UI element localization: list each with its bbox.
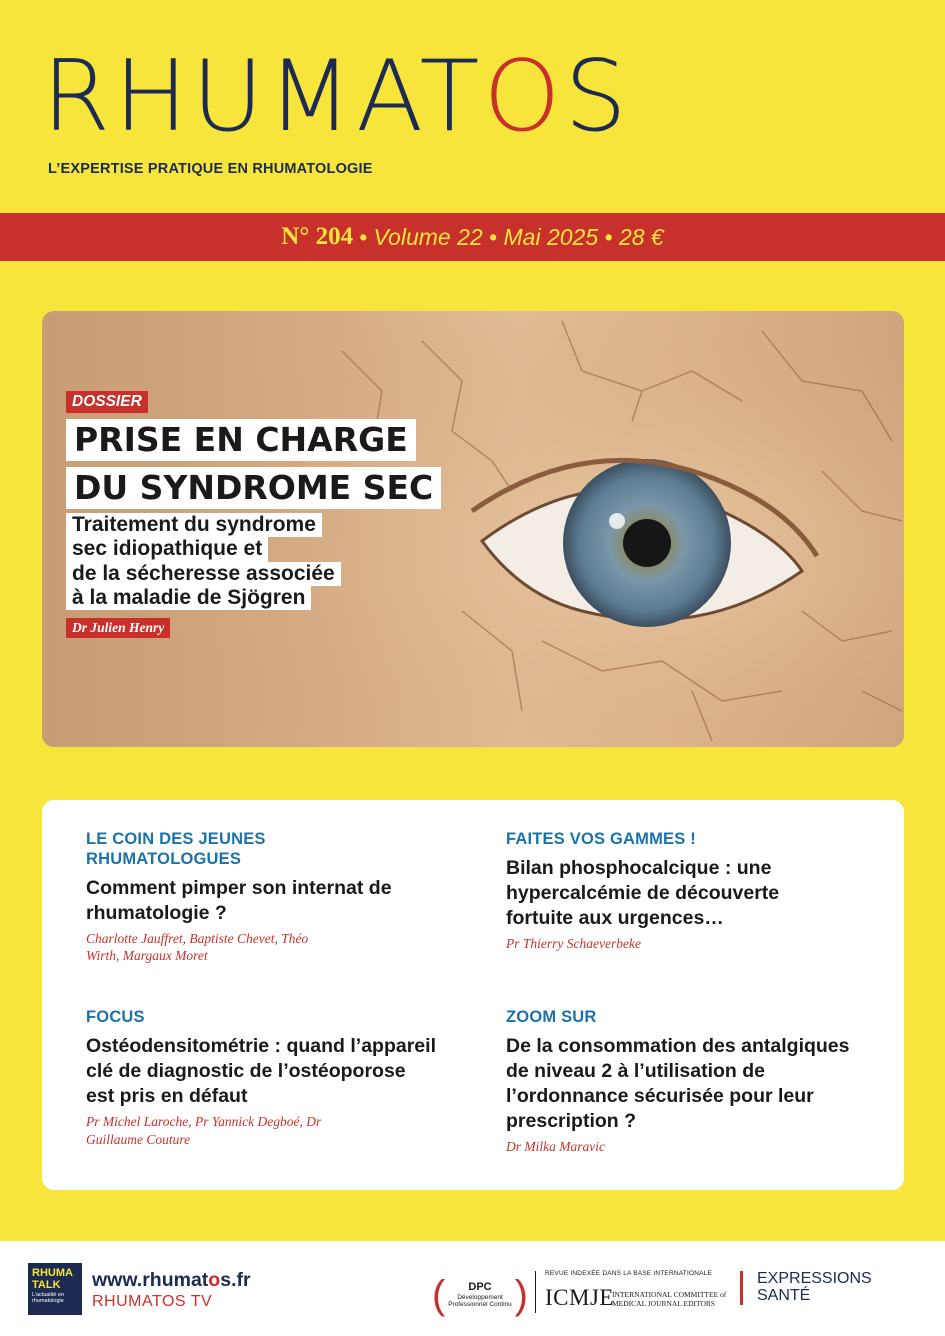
rhumatalk-logo[interactable]: RHUMA TALK L’actualité en rhumatologie xyxy=(28,1263,82,1315)
article-title: Ostéodensitométrie : quand l’appareil clé de diagnostic de l’ostéoporose est pris en défaut xyxy=(86,1034,436,1108)
dossier-subtitle-line: à la maladie de Sjögren xyxy=(66,586,311,610)
article-card xyxy=(86,1008,446,1148)
magazine-tagline: L’EXPERTISE PRATIQUE EN RHUMATOLOGIE xyxy=(48,161,373,177)
footer-divider xyxy=(535,1271,536,1313)
article-title: De la consommation des antalgiques de niveau 2 à l’utilisation de l’ordonnance sécurisée pour leur prescription ? xyxy=(506,1034,850,1133)
article-card xyxy=(506,1008,866,1156)
article-rubric: ZOOM SUR xyxy=(506,1008,597,1026)
dossier-subtitle xyxy=(66,513,341,610)
dossier-author: Dr Julien Henry xyxy=(66,618,170,638)
magazine-logo: RHUMATOS xyxy=(42,40,631,154)
article-authors: Dr Milka Maravic xyxy=(506,1139,605,1155)
issue-meta: • Volume 22 • Mai 2025 • 28 € xyxy=(359,223,664,250)
dossier-subtitle-line: sec idiopathique et xyxy=(66,537,268,561)
article-title: Comment pimper son internat de rhumatologie ? xyxy=(86,876,392,924)
article-card xyxy=(506,830,866,953)
icmje-logo: ICMJE xyxy=(545,1285,614,1310)
article-authors: Pr Thierry Schaeverbeke xyxy=(506,936,641,952)
icmje-fullname: INTERNATIONAL COMMITTEE of MEDICAL JOURNAL EDITORS xyxy=(612,1290,727,1309)
dossier-text xyxy=(66,391,441,638)
expressions-sante-logo: EXPRESSIONS SANTÉ xyxy=(740,1271,872,1305)
article-card xyxy=(86,830,446,965)
article-rubric: LE COIN DES JEUNES RHUMATOLOGUES xyxy=(86,830,266,868)
article-rubric: FAITES VOS GAMMES ! xyxy=(506,830,696,848)
dossier-title-line: PRISE EN CHARGE xyxy=(66,419,416,461)
dossier-subtitle-line: de la sécheresse associée xyxy=(66,562,341,586)
dossier-hero xyxy=(42,311,904,747)
issue-number: N° 204 xyxy=(281,223,354,250)
dossier-subtitle-line: Traitement du syndrome xyxy=(66,513,322,537)
dossier-title-line: DU SYNDROME SEC xyxy=(66,467,441,509)
rhumatos-tv-logo: RHUMATOS TV xyxy=(92,1293,213,1310)
articles-panel xyxy=(42,800,904,1190)
article-authors: Pr Michel Laroche, Pr Yannick Degboé, Dr Guillaume Couture xyxy=(86,1114,322,1147)
article-rubric: FOCUS xyxy=(86,1008,145,1026)
cover-footer xyxy=(0,1241,945,1336)
article-authors: Charlotte Jauffret, Baptiste Chevet, Théo Wirth, Margaux Moret xyxy=(86,930,309,964)
website-link[interactable]: www.rhumatos.fr xyxy=(92,1269,251,1291)
icmje-caption: REVUE INDEXÉE DANS LA BASE INTERNATIONALE xyxy=(545,1270,713,1277)
dossier-tag: DOSSIER xyxy=(66,391,148,413)
article-title: Bilan phosphocalcique : une hypercalcémie de découverte fortuite aux urgences… xyxy=(506,856,780,930)
dpc-logo: ( DPC Développement Professionnel Continu ) xyxy=(432,1273,528,1317)
issue-band xyxy=(0,213,945,261)
